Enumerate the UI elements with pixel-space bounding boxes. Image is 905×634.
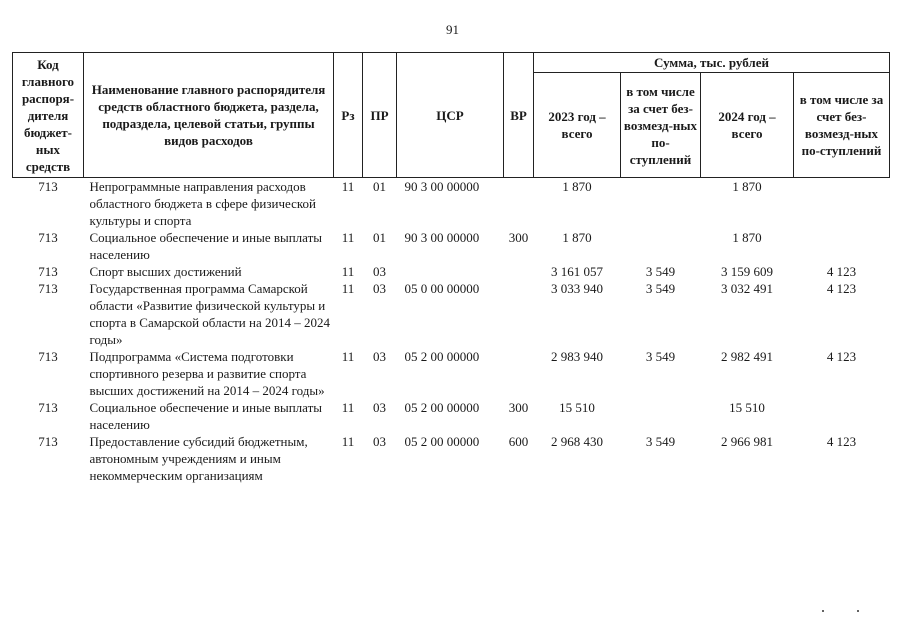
cell-vr: 600 bbox=[508, 434, 529, 449]
table-row bbox=[13, 229, 890, 263]
table-row bbox=[13, 280, 890, 348]
cell-pr: 03 bbox=[373, 349, 386, 364]
cell-csr: 05 2 00 00000 bbox=[404, 434, 480, 449]
cell-name: Непрограммные направления расходов областного бюджета в сфере физической культуры и спорта bbox=[89, 179, 316, 228]
cell-y2024: 1 870 bbox=[732, 230, 762, 245]
cell-code: 713 bbox=[38, 400, 58, 415]
header-2024-total: 2024 год – всего bbox=[701, 73, 794, 178]
table-body bbox=[13, 178, 890, 485]
cell-name: Спорт высших достижений bbox=[89, 264, 242, 279]
header-sum: Сумма, тыс. рублей bbox=[534, 53, 890, 73]
cell-y2024-free bbox=[794, 229, 890, 263]
cell-pr: 03 bbox=[373, 264, 386, 279]
cell-y2024-free bbox=[794, 399, 890, 433]
cell-y2024: 1 870 bbox=[732, 179, 762, 194]
scan-speck bbox=[822, 610, 824, 612]
cell-rz: 11 bbox=[341, 349, 355, 364]
cell-y2024: 3 032 491 bbox=[721, 281, 773, 296]
table-row bbox=[13, 348, 890, 399]
cell-rz: 11 bbox=[341, 179, 355, 194]
cell-y2024-free: 4 123 bbox=[826, 264, 857, 279]
cell-pr: 01 bbox=[373, 179, 386, 194]
cell-y2024: 15 510 bbox=[729, 400, 765, 415]
cell-pr: 03 bbox=[373, 434, 386, 449]
cell-code: 713 bbox=[38, 281, 58, 296]
table-row bbox=[13, 263, 890, 280]
cell-y2024: 3 159 609 bbox=[721, 264, 773, 279]
cell-y2024: 2 982 491 bbox=[721, 349, 773, 364]
cell-rz: 11 bbox=[341, 281, 355, 296]
header-vr: ВР bbox=[504, 53, 534, 178]
cell-y2023: 2 983 940 bbox=[551, 349, 603, 364]
cell-y2023-free bbox=[621, 399, 701, 433]
header-name: Наименование главного распорядителя средств областного бюджета, раздела, подраздела, целевой статьи, группы видов расходов bbox=[84, 53, 334, 178]
cell-y2023: 1 870 bbox=[562, 230, 592, 245]
cell-rz: 11 bbox=[341, 434, 355, 449]
cell-y2024-free bbox=[794, 178, 890, 230]
header-rz: Рз bbox=[334, 53, 363, 178]
cell-y2023: 1 870 bbox=[562, 179, 592, 194]
cell-y2024-free: 4 123 bbox=[826, 281, 857, 296]
cell-vr bbox=[504, 348, 534, 399]
cell-code: 713 bbox=[38, 349, 58, 364]
table-row bbox=[13, 433, 890, 484]
cell-y2023-free: 3 549 bbox=[645, 349, 676, 364]
cell-csr: 90 3 00 00000 bbox=[404, 230, 480, 245]
cell-y2023-free bbox=[621, 178, 701, 230]
cell-y2024-free: 4 123 bbox=[826, 349, 857, 364]
cell-name: Предоставление субсидий бюджетным, автономным учреждениям и иным некоммерческим организациям bbox=[89, 434, 308, 483]
table-row bbox=[13, 399, 890, 433]
cell-csr: 05 2 00 00000 bbox=[404, 349, 480, 364]
table-header bbox=[13, 53, 890, 178]
cell-rz: 11 bbox=[341, 230, 355, 245]
cell-y2023: 15 510 bbox=[559, 400, 595, 415]
cell-name: Социальное обеспечение и иные выплаты населению bbox=[89, 230, 323, 262]
cell-pr: 03 bbox=[373, 400, 386, 415]
cell-y2023: 3 033 940 bbox=[551, 281, 603, 296]
header-csr: ЦСР bbox=[397, 53, 504, 178]
cell-pr: 03 bbox=[373, 281, 386, 296]
cell-csr: 05 0 00 00000 bbox=[404, 281, 480, 296]
cell-y2023-free: 3 549 bbox=[645, 434, 676, 449]
cell-code: 713 bbox=[38, 434, 58, 449]
cell-vr: 300 bbox=[508, 400, 529, 415]
cell-y2023-free: 3 549 bbox=[645, 264, 676, 279]
header-pr: ПР bbox=[363, 53, 397, 178]
cell-pr: 01 bbox=[373, 230, 386, 245]
page-number: 91 bbox=[446, 22, 459, 37]
cell-y2024-free: 4 123 bbox=[826, 434, 857, 449]
cell-rz: 11 bbox=[341, 264, 355, 279]
cell-vr bbox=[504, 263, 534, 280]
cell-vr bbox=[504, 178, 534, 230]
cell-name: Государственная программа Самарской области «Развитие физической культуры и спорта в Самарской области на 2014 – 2024 годы» bbox=[89, 281, 330, 347]
cell-csr: 05 2 00 00000 bbox=[404, 400, 480, 415]
cell-name: Подпрограмма «Система подготовки спортивного резерва и развитие спорта высших достижений на 2014 – 2024 годы» bbox=[89, 349, 325, 398]
cell-code: 713 bbox=[38, 230, 58, 245]
cell-vr: 300 bbox=[508, 230, 529, 245]
cell-y2023-free bbox=[621, 229, 701, 263]
scan-speck bbox=[857, 610, 859, 612]
budget-table bbox=[12, 52, 890, 484]
cell-vr bbox=[504, 280, 534, 348]
cell-y2023-free: 3 549 bbox=[645, 281, 676, 296]
cell-y2023: 2 968 430 bbox=[551, 434, 603, 449]
cell-csr: 90 3 00 00000 bbox=[404, 179, 480, 194]
header-2024-free: в том числе за счет без-возмезд-ных по-ступлений bbox=[794, 73, 890, 178]
cell-csr bbox=[397, 263, 504, 280]
header-2023-total: 2023 год – всего bbox=[534, 73, 621, 178]
table-row bbox=[13, 178, 890, 230]
cell-name: Социальное обеспечение и иные выплаты населению bbox=[89, 400, 323, 432]
cell-rz: 11 bbox=[341, 400, 355, 415]
cell-y2024: 2 966 981 bbox=[721, 434, 773, 449]
cell-code: 713 bbox=[38, 179, 58, 194]
header-2023-free: в том числе за счет без-возмезд-ных по-ступлений bbox=[621, 73, 701, 178]
header-code: Код главного распоря-дителя бюджет-ных средств bbox=[13, 53, 84, 178]
cell-code: 713 bbox=[38, 264, 58, 279]
cell-y2023: 3 161 057 bbox=[551, 264, 603, 279]
